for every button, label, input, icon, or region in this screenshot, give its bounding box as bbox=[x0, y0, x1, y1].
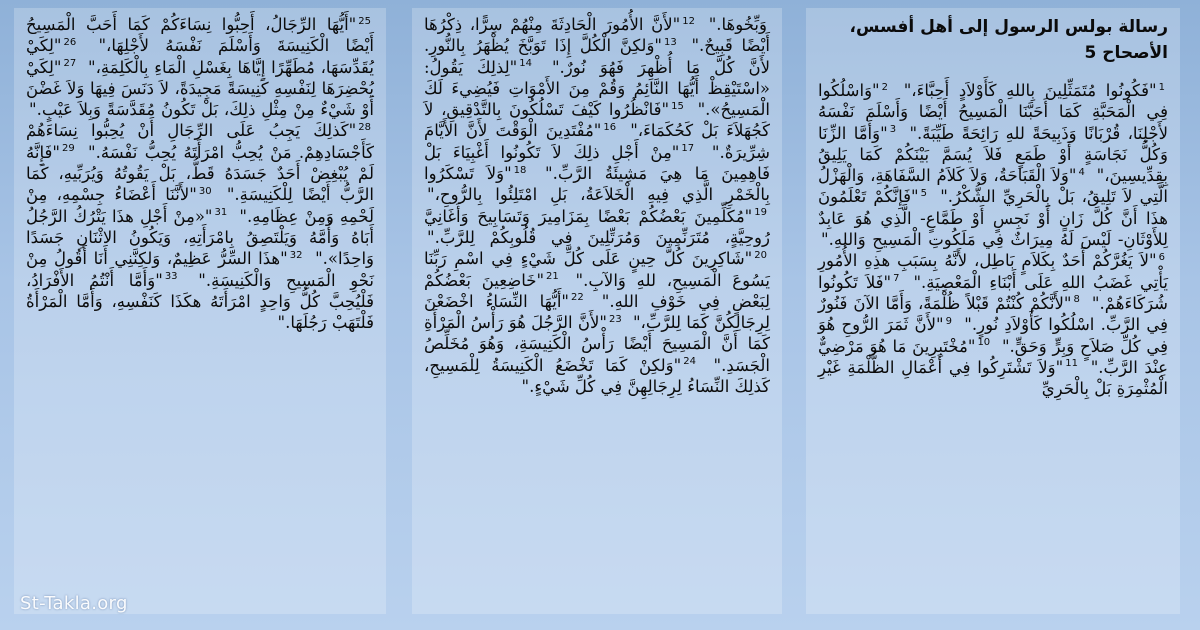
verse-text: "مُكَلِّمِينَ بَعْضُكُمْ بَعْضًا بِمَزَامِيرَ وَتَسَابِيحَ وَأَغَانِيَّ رُوحِيَّةٍ، مُتَرَنِّمِينَ وَمُرَتِّلِينَ فِي قُلُوبِكُمْ لِلرَّبِّ." bbox=[424, 206, 770, 247]
verse-text: "فَلاَ تَكُونُوا شُرَكَاءَهُمْ." bbox=[818, 272, 1169, 313]
verse-number: 3 bbox=[889, 124, 897, 136]
verse-number: 2 bbox=[881, 81, 889, 93]
verse-number: 7 bbox=[893, 273, 900, 285]
verse-column-right bbox=[806, 8, 1180, 399]
verse-column-middle bbox=[412, 8, 782, 397]
verse-number: 11 bbox=[1065, 358, 1078, 370]
verse bbox=[709, 15, 767, 34]
verse-text: "مِنْ أَجْلِ ذلِكَ لاَ تَكُونُوا أَغْبِيَاءَ بَلْ فَاهِمِينَ مَا هِيَ مَشِيئَةُ الرَّبِّ." bbox=[424, 142, 770, 184]
verse-number: 9 bbox=[945, 315, 953, 327]
verse-number: 30 bbox=[198, 185, 212, 197]
verse-text: "وَلكِنَّ الْكُلَّ إِذَا تَوَبَّخَ يُظْهَرُ بِالنُّورِ. لأَنَّ كُلَّ مَا أُظْهِرَ فَهُوَ نُورٌ." bbox=[424, 36, 770, 77]
verse-number: 8 bbox=[1073, 294, 1080, 306]
verse-number: 25 bbox=[358, 15, 371, 27]
verse bbox=[904, 81, 1165, 100]
verse bbox=[26, 15, 374, 55]
verse-text: "فَإِنَّهُ لَمْ يُبْغِضْ أَحَدٌ جَسَدَهُ قَطُّ، بَلْ يَقُوتُهُ وَيُرَبِّيهِ، كَمَا الرَّبُّ أَيْضًا لِلْكَنِيسَةِ." bbox=[26, 142, 374, 205]
verse-number: 4 bbox=[1078, 166, 1085, 178]
text-panel-left bbox=[14, 8, 386, 614]
verse-number: 31 bbox=[214, 207, 228, 219]
verse-number: 22 bbox=[571, 292, 584, 304]
text-panel-middle bbox=[412, 8, 782, 614]
verse bbox=[26, 121, 374, 161]
text-panel-right bbox=[806, 8, 1180, 614]
verse-number: 28 bbox=[358, 121, 371, 133]
verse-text: "وَاسْلُكُوا فِي الْمَحَبَّةِ كَمَا أَحَبَّنَا الْمَسِيحُ أَيْضًا وَأَسْلَمَ نَفْسَهُ لأَجْلِنَا، قُرْبَانًا وَذَبِيحَةً للهِ رَائِحَةً طَيِّبَةً." bbox=[818, 81, 1168, 143]
verse-number: 5 bbox=[920, 187, 927, 199]
verse-number: 21 bbox=[546, 271, 559, 283]
verse-number: 26 bbox=[63, 36, 77, 48]
verse-text: "فَانْظُرُوا كَيْفَ تَسْلُكُونَ بِالتَّدْقِيقِ، لاَ كَجُهَلاَءَ بَلْ كَحُكَمَاءَ،" bbox=[424, 100, 770, 141]
verse-text: "فَإِنَّكُمْ تَعْلَمُونَ هذَا أَنَّ كُلَّ زَانٍ أَوْ نَجِسٍ أَوْ طَمَّاعٍ- الَّذِي هُوَ عَابِدٌ لِلأَوْثَانِ- لَيْسَ لَهُ مِيرَاثٌ فِي مَلَكُوتِ الْمَسِيحِ وَاللهِ." bbox=[818, 187, 1168, 250]
verse bbox=[424, 207, 770, 247]
verse-number: 19 bbox=[754, 207, 767, 219]
verse-text: "خَاضِعِينَ بَعْضُكُمْ لِبَعْضٍ فِي خَوْفِ اللهِ." bbox=[424, 270, 771, 311]
chapter-title-line2: الأصحاح 5 bbox=[1084, 43, 1168, 63]
verse-text: "وَلاَ تَشْتَرِكُوا فِي أَعْمَالِ الظُّلْمَةِ غَيْرِ الْمُثْمِرَةِ بَلْ بِالْحَرِيِّ bbox=[818, 357, 1168, 399]
verse-text: "لِكَيْ يُحْضِرَهَا لِنَفْسِهِ كَنِيسَةً مَجِيدَةً، لاَ دَنَسَ فِيهَا وَلاَ غَضْنَ أَوْ شَيْءٌ مِنْ مِثْلِ ذلِكَ، بَلْ تَكُونُ مُقَدَّسَةً وَبِلاَ عَيْبٍ." bbox=[26, 57, 374, 120]
verse-text: "أَيُّهَا النِّسَاءُ اخْضَعْنَ لِرِجَالِكُنَّ كَمَا لِلرَّبِّ،" bbox=[424, 291, 771, 333]
verse-text: "فَكُونُوا مُتَمَثِّلِينَ بِاللهِ كَأَوْلاَدٍ أَحِبَّاءَ،" bbox=[903, 81, 1157, 100]
verse-text: "لأَنَّ ثَمَرَ الرُّوحِ هُوَ فِي كُلِّ صَلاَحٍ وَبِرٍّ وَحَقٍّ." bbox=[818, 315, 1168, 356]
chapter-title bbox=[818, 14, 1168, 66]
verse-number: 32 bbox=[289, 249, 303, 261]
verse-number: 18 bbox=[513, 164, 527, 176]
verse-number: 27 bbox=[63, 58, 77, 70]
verse-number: 24 bbox=[683, 356, 696, 368]
verse-text: "لأَنَّكُمْ كُنْتُمْ قَبْلاً ظُلْمَةً، وَأَمَّا الآنَ فَنُورٌ فِي الرَّبِّ. اسْلُكُوا كَأَوْلاَدِ نُورٍ." bbox=[818, 293, 1168, 335]
verse-text: "وَلاَ الْقَبَاحَةُ، وَلاَ كَلاَمُ السَّفَاهَةِ، وَالْهَزْلُ الَّتِي لاَ تَلِيقُ، بَلْ بِالْحَرِيِّ الشُّكْرُ." bbox=[818, 166, 1168, 207]
verse-number: 12 bbox=[682, 15, 695, 27]
verse-number: 15 bbox=[671, 100, 684, 112]
verse-number: 6 bbox=[1158, 251, 1165, 263]
verse-text: "لِذلِكَ يَقُولُ: «اسْتَيْقِظْ أَيُّهَا النَّائِمُ وَقُمْ مِنَ الأَمْوَاتِ فَيُضِيءَ لَكَ الْمَسِيحُ»." bbox=[424, 57, 771, 120]
verse-number: 29 bbox=[61, 143, 75, 155]
verse-text: "لأَنَّ الأُمُورَ الْحَادِثَةَ مِنْهُمْ سِرًّا، ذِكْرُهَا أَيْضًا قَبِيحٌ." bbox=[424, 15, 771, 56]
verse-number: 1 bbox=[1158, 81, 1165, 93]
verse-text: "أَيُّهَا الرِّجَالُ، أَحِبُّوا نِسَاءَكُمْ كَمَا أَحَبَّ الْمَسِيحُ أَيْضًا الْكَنِيسَةَ وَأَسْلَمَ نَفْسَهُ لأَجْلِهَا،" bbox=[26, 15, 374, 56]
verse-text: "كَذلِكَ يَجِبُ عَلَى الرِّجَالِ أَنْ يُحِبُّوا نِسَاءَهُمْ كَأَجْسَادِهِمْ. مَنْ يُحِبُّ امْرَأَتَهُ يُحِبُّ نَفْسَهُ." bbox=[26, 121, 374, 162]
verse-number: 16 bbox=[603, 121, 617, 133]
verse-number: 10 bbox=[977, 337, 991, 349]
verse-text: "لأَنَّ الرَّجُلَ هُوَ رَأْسُ الْمَرْأَةِ كَمَا أَنَّ الْمَسِيحَ أَيْضًا رَأْسُ الْكَنِيسَةِ، وَهُوَ مُخَلِّصُ الْجَسَدِ." bbox=[424, 313, 770, 375]
verse-column-left bbox=[14, 8, 386, 333]
verse-number: 20 bbox=[754, 249, 767, 261]
verse-text: "وَأَمَّا أَنْتُمُ الأَفْرَادُ، فَلْيُحِبَّ كُلُّ وَاحِدٍ امْرَأَتَهُ هكَذَا كَنَفْسِهِ، وَأَمَّا الْمَرْأَةُ فَلْتَهَبْ رَجُلَهَا." bbox=[26, 270, 374, 333]
verse-number: 14 bbox=[519, 58, 532, 70]
verse-text: "مُفْتَدِينَ الْوَقْتَ لأَنَّ الأَيَّامَ شِرِّيرَةٌ." bbox=[424, 121, 770, 162]
verse-text: وَبِّخُوهَا." bbox=[708, 15, 767, 34]
verse-text: "لاَ يَغُرَّكُمْ أَحَدٌ بِكَلاَمٍ بَاطِل، لأَنَّهُ بِسَبَبِ هذِهِ الأُمُورِ يَأْتِي غَضَبُ اللهِ عَلَى أَبْنَاءِ الْمَعْصِيَةِ." bbox=[818, 251, 1169, 292]
verse-text: "شَاكِرِينَ كُلَّ حِينٍ عَلَى كُلِّ شَيْءٍ فِي اسْمِ رَبِّنَا يَسُوعَ الْمَسِيحِ، للهِ وَالآبِ." bbox=[424, 249, 770, 290]
verse-number: 13 bbox=[664, 36, 677, 48]
verse-text: "وَأَمَّا الزِّنَا وَكُلُّ نَجَاسَةٍ أَوْ طَمَعٍ فَلاَ يُسَمَّ بَيْنَكُمْ كَمَا يَلِيقُ بِقِدِّيسِينَ،" bbox=[818, 123, 1169, 186]
verse-text: "لأَنَّنَا أَعْضَاءُ جِسْمِهِ، مِنْ لَحْمِهِ وَمِنْ عِظَامِهِ." bbox=[26, 185, 374, 226]
verse-text: "لِكَيْ يُقَدِّسَهَا، مُطَهِّرًا إِيَّاهَا بِغَسْلِ الْمَاءِ بِالْكَلِمَةِ،" bbox=[26, 36, 374, 77]
verse-text: "هذَا السِّرُّ عَظِيمٌ، وَلكِنَّنِي أَنَا أَقُولُ مِنْ نَحْوِ الْمَسِيحِ وَالْكَنِيسَةِ." bbox=[26, 249, 374, 290]
verse-text: "وَلكِنْ كَمَا تَخْضَعُ الْكَنِيسَةُ لِلْمَسِيحِ، كَذلِكَ النِّسَاءُ لِرِجَالِهِنَّ فِي كُلِّ شَيْءٍ." bbox=[424, 355, 770, 397]
site-watermark: St-Takla.org bbox=[20, 593, 128, 614]
verse-text: "مُخْتَبِرِينَ مَا هُوَ مَرْضِيٌّ عِنْدَ الرَّبِّ." bbox=[818, 336, 1168, 377]
chapter-title-line1: رسالة بولس الرسول إلى أهل أفسس، bbox=[849, 17, 1168, 37]
verse-number: 23 bbox=[608, 313, 622, 325]
verse-number: 33 bbox=[164, 271, 178, 283]
verse-text: "وَلاَ تَسْكَرُوا بِالْخَمْرِ الَّذِي فِيهِ الْخَلاَعَةُ، بَلِ امْتَلِئُوا بِالرُّوحِ،" bbox=[424, 164, 770, 205]
verse-number: 17 bbox=[681, 143, 695, 155]
verse-text: "«مِنْ أَجْلِ هذَا يَتْرُكُ الرَّجُلُ أَبَاهُ وَأُمَّهُ وَيَلْتَصِقُ بِامْرَأَتِهِ، وَيَكُونُ الاثْنَانِ جَسَدًا وَاحِدًا»." bbox=[26, 206, 375, 269]
